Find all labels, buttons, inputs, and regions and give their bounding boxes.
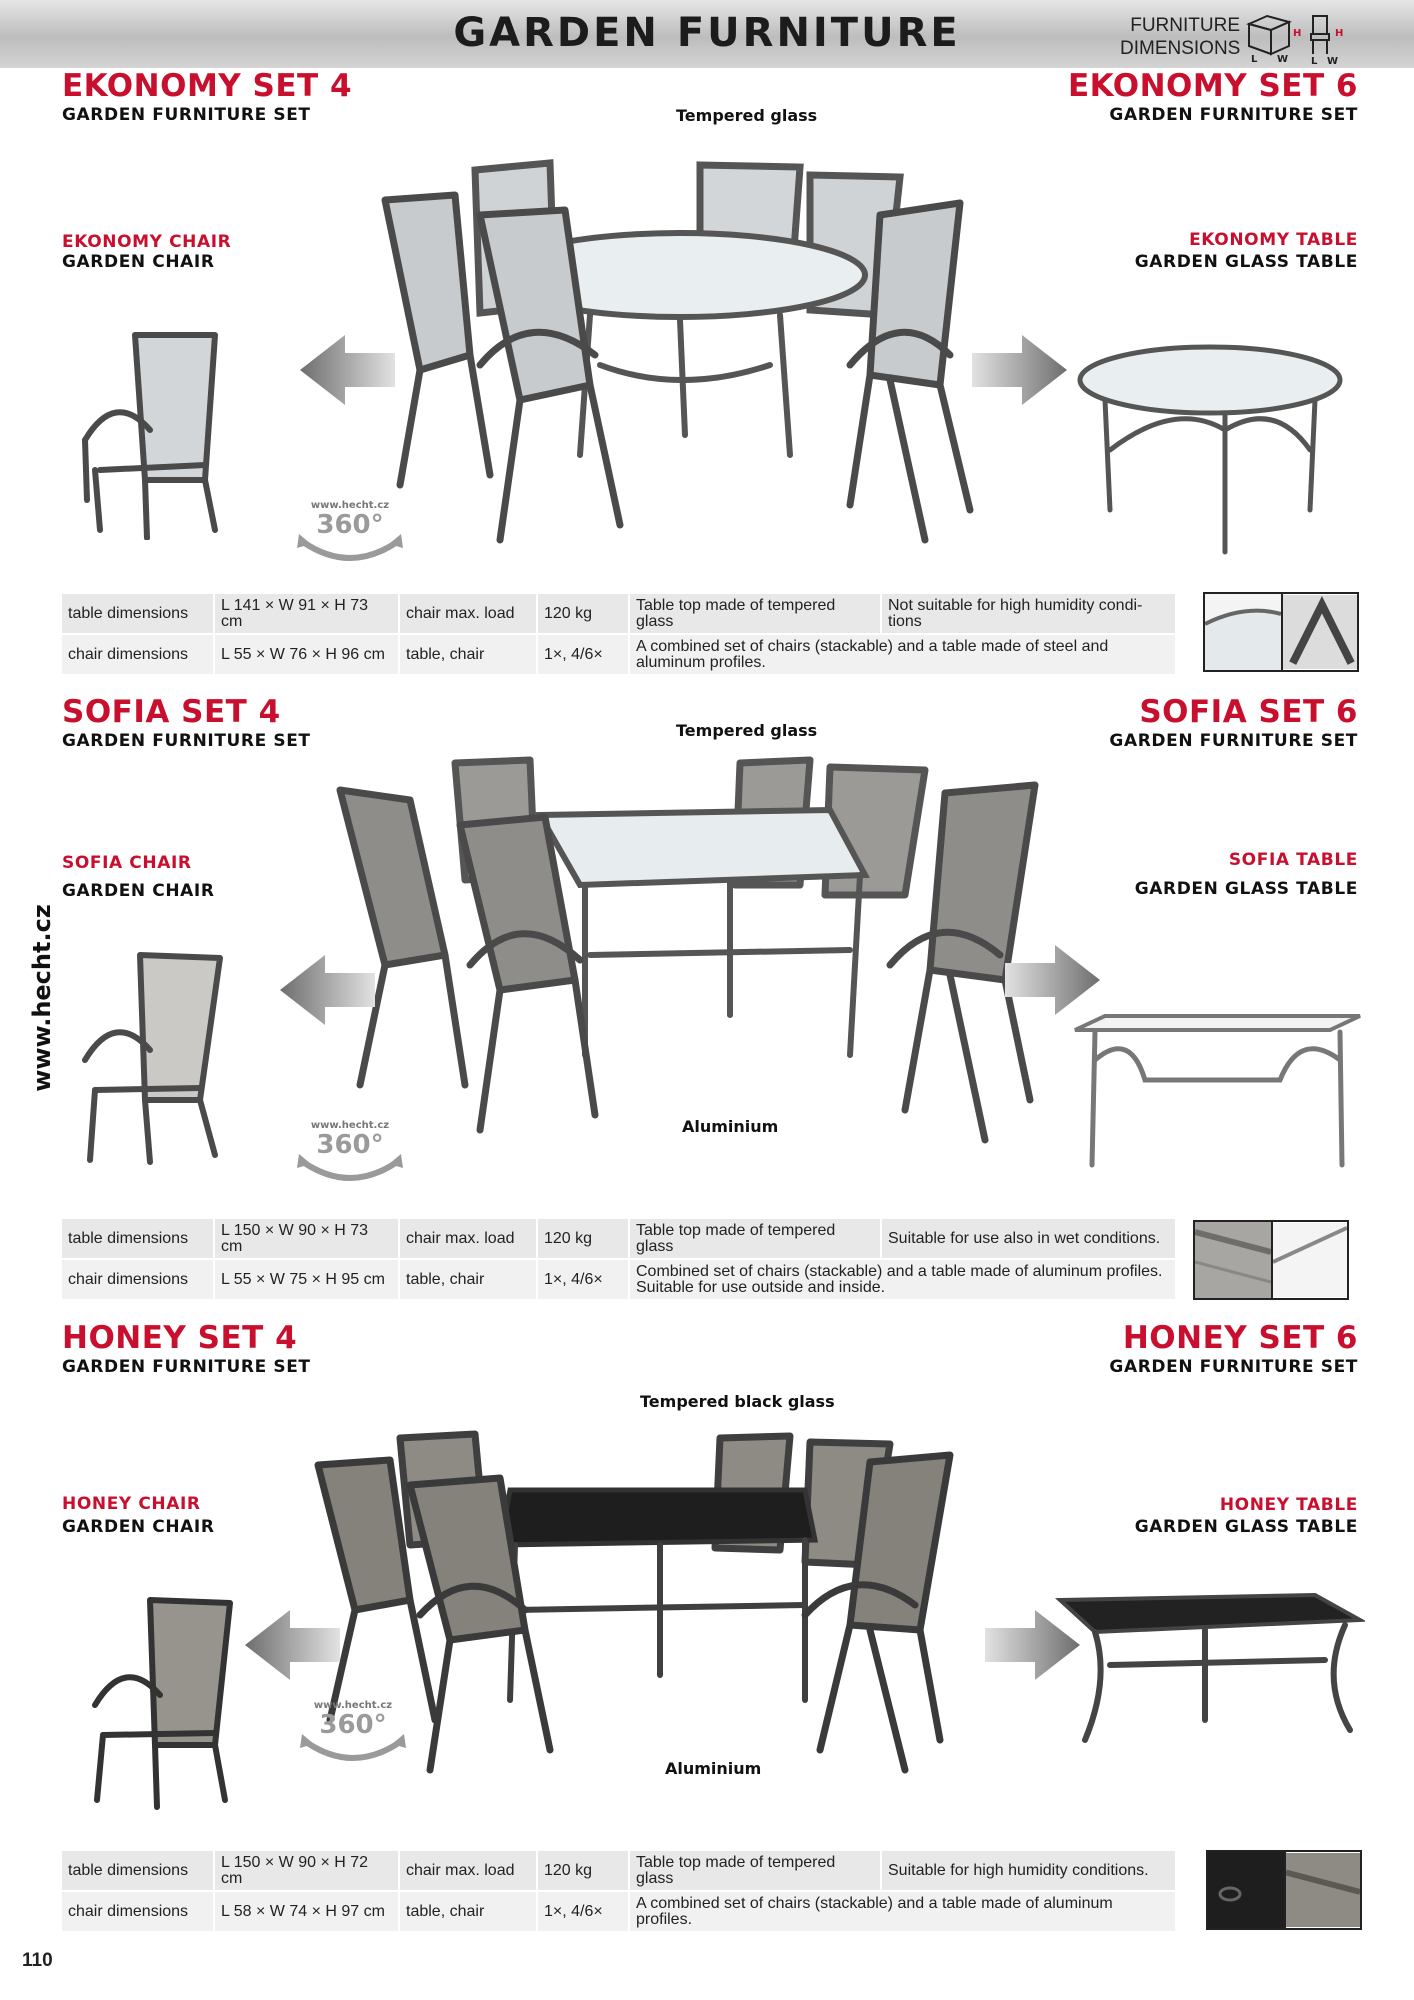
spec-cell: chair max. load [399, 1219, 537, 1259]
set4-title: SOFIA SET 4 [62, 694, 281, 730]
dims-w-letter: W [1277, 54, 1289, 65]
spec-cell: L 58 × W 74 × H 97 cm [214, 1891, 399, 1931]
badge-degrees: 360° [319, 1710, 387, 1740]
set4-title: HONEY SET 4 [62, 1320, 298, 1356]
fabric-detail-thumb [1284, 1852, 1360, 1928]
dims-h-letter: H [1293, 28, 1302, 39]
set6-subtitle: GARDEN FURNITURE SET [1109, 1357, 1358, 1377]
set6-subtitle: GARDEN FURNITURE SET [1109, 105, 1358, 125]
table-type: GARDEN GLASS TABLE [1134, 879, 1358, 899]
chair-type: GARDEN CHAIR [62, 881, 215, 901]
material-label-top: Tempered glass [676, 721, 818, 740]
material-label-top: Tempered black glass [640, 1392, 835, 1411]
badge-degrees: 360° [316, 510, 384, 540]
spec-cell: 120 kg [537, 1219, 629, 1259]
table-name: HONEY TABLE [1219, 1495, 1358, 1515]
spec-cell: Table top made of tempered glass [629, 1219, 881, 1259]
set4-subtitle: GARDEN FURNITURE SET [62, 731, 311, 751]
chair-h-letter: H [1335, 28, 1344, 39]
badge-degrees: 360° [316, 1130, 384, 1160]
chair-w-letter: W [1327, 56, 1339, 65]
set6-title: EKONOMY SET 6 [1067, 68, 1358, 104]
set4-subtitle: GARDEN FURNITURE SET [62, 1357, 311, 1377]
table-name: SOFIA TABLE [1228, 850, 1358, 870]
spec-cell: table dimensions [62, 594, 214, 634]
spec-cell: L 55 × W 76 × H 96 cm [214, 634, 399, 674]
material-label-bottom: Aluminium [682, 1117, 779, 1136]
spec-cell: Not suitable for high humidity condi-tions [881, 594, 1175, 634]
page-title: GARDEN FURNITURE [453, 10, 961, 56]
rotate-360-icon[interactable] [298, 1700, 408, 1770]
spec-cell: table, chair [399, 1891, 537, 1931]
spec-cell: chair max. load [399, 1851, 537, 1891]
spec-table [62, 1851, 1175, 1931]
spec-cell: chair dimensions [62, 1891, 214, 1931]
black-glass-detail-thumb [1208, 1852, 1284, 1928]
spec-cell: table, chair [399, 634, 537, 674]
badge-url: www.hecht.cz [310, 500, 390, 511]
table-type: GARDEN GLASS TABLE [1134, 252, 1358, 272]
set4-title: EKONOMY SET 4 [62, 68, 353, 104]
table-type: GARDEN GLASS TABLE [1134, 1517, 1358, 1537]
spec-cell: 120 kg [537, 1851, 629, 1891]
spec-cell: 1×, 4/6× [537, 1259, 629, 1299]
spec-cell: L 150 × W 90 × H 73 cm [214, 1219, 399, 1259]
badge-url: www.hecht.cz [310, 1120, 390, 1131]
chair-name: SOFIA CHAIR [62, 853, 192, 873]
spec-cell: Suitable for high humidity conditions. [881, 1851, 1175, 1891]
chair-type: GARDEN CHAIR [62, 252, 215, 272]
table-name: EKONOMY TABLE [1189, 230, 1358, 250]
arrow-left-icon [245, 1610, 340, 1680]
set4-subtitle: GARDEN FURNITURE SET [62, 105, 311, 125]
detail-thumbnails [1206, 1850, 1362, 1930]
spec-cell: A combined set of chairs (stackable) and a table made of steel and aluminum profiles. [629, 634, 1175, 674]
spec-cell: A combined set of chairs (stackable) and a table made of aluminum profiles. [629, 1891, 1175, 1931]
spec-cell: chair dimensions [62, 634, 214, 674]
chair-name: EKONOMY CHAIR [62, 232, 232, 252]
spec-cell: table dimensions [62, 1851, 214, 1891]
page-number: 110 [22, 1950, 53, 1971]
spec-cell: 1×, 4/6× [537, 634, 629, 674]
spec-cell: chair dimensions [62, 1259, 214, 1299]
spec-cell: L 141 × W 91 × H 73 cm [214, 594, 399, 634]
dims-line1: FURNITURE [1130, 15, 1240, 36]
badge-url: www.hecht.cz [313, 1700, 393, 1711]
spec-cell: L 150 × W 90 × H 72 cm [214, 1851, 399, 1891]
spec-cell: table dimensions [62, 1219, 214, 1259]
chair-l-letter: L [1311, 56, 1318, 65]
dims-line2: DIMENSIONS [1120, 38, 1241, 59]
spec-cell: 1×, 4/6× [537, 1891, 629, 1931]
material-label-top: Tempered glass [676, 106, 818, 125]
honey-chair-image [85, 1595, 235, 1810]
material-label-bottom: Aluminium [665, 1759, 762, 1778]
spec-cell: table, chair [399, 1259, 537, 1299]
spec-row [62, 1891, 1175, 1931]
chair-name: HONEY CHAIR [62, 1494, 201, 1514]
set6-subtitle: GARDEN FURNITURE SET [1109, 731, 1358, 751]
dims-l-letter: L [1251, 54, 1258, 65]
honey-table-image [1055, 1590, 1365, 1745]
spec-cell: 120 kg [537, 594, 629, 634]
set6-title: SOFIA SET 6 [1139, 694, 1358, 730]
chair-type: GARDEN CHAIR [62, 1517, 215, 1537]
spec-row [62, 1851, 1175, 1891]
set6-title: HONEY SET 6 [1122, 1320, 1358, 1356]
spec-cell: Suitable for use also in wet conditions. [881, 1219, 1175, 1259]
spec-cell: chair max. load [399, 594, 537, 634]
spec-cell: Combined set of chairs (stackable) and a table made of aluminum profiles. Suitable for use outside and inside. [629, 1259, 1175, 1299]
spec-cell: Table top made of tempered glass [629, 594, 881, 634]
spec-cell: Table top made of tempered glass [629, 1851, 881, 1891]
spec-cell: L 55 × W 75 × H 95 cm [214, 1259, 399, 1299]
side-url: www.hecht.cz [28, 904, 56, 1092]
